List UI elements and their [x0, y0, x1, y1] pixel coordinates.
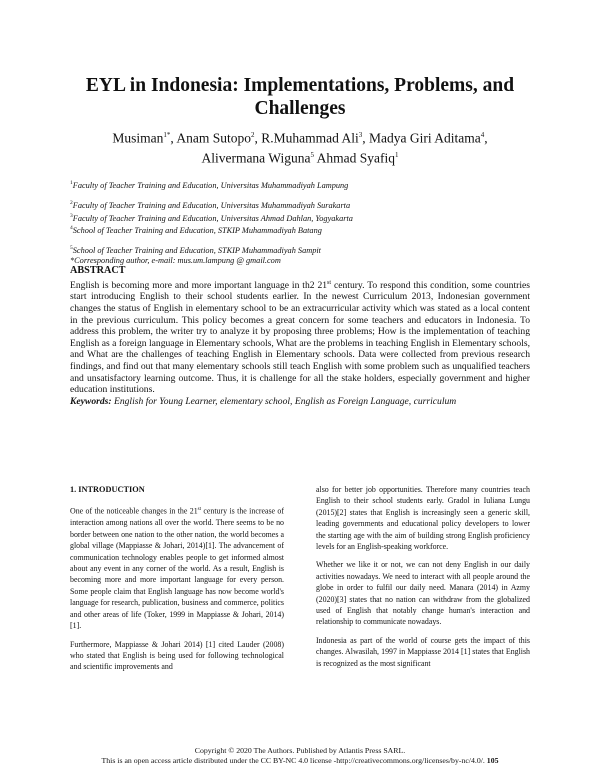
- abstract-section: [70, 265, 530, 407]
- paragraph: [70, 504, 284, 631]
- paragraph: Furthermore, Mappiasse & Johari 2014) [1] cited Lauder (2008) who stated that English is being used for following technological and scientific improvements and: [70, 639, 284, 672]
- corresponding-author: *Corresponding author, e-mail: mus.um.lampung @ gmail.com: [70, 255, 281, 265]
- paragraph: also for better job opportunities. Therefore many countries teach English to their school students early. Gradol in Iuliana Lungu (2015)[2] states that English is increasingly seen a generic skill, leading governments and educational policy developers to lower the starting age with the aim of building strong English proficiency levels for an English-speaking workforce.: [316, 485, 530, 552]
- license-line: [40, 756, 560, 766]
- author-sup: 2: [251, 131, 255, 139]
- author-sep: ,: [170, 130, 177, 146]
- author-name: Madya Giri Aditama: [369, 130, 481, 146]
- column-right: [316, 484, 530, 676]
- copyright-line: Copyright © 2020 The Authors. Published by Atlantis Press SARL.: [194, 746, 406, 755]
- page-footer: [40, 746, 560, 766]
- author-sep: ,: [484, 130, 488, 146]
- author-sep: ,: [254, 130, 262, 146]
- keywords-label: Keywords:: [70, 395, 112, 407]
- affiliation-item: [70, 243, 530, 256]
- affiliation-text: Faculty of Teacher Training and Education, Universitas Muhammadiyah Surakarta: [72, 200, 351, 210]
- author-name: Ahmad Syafiq: [316, 150, 396, 165]
- paragraph-text: century is the increase of interaction among nations all over the world. There seems to be no border between one nation to the other nation, the world becomes a global village (Mappiasse & Johari, 2014)[1]. The advancement of communication technology enables people to get informed almost about any event in any corner of the world. As a result, English is becoming more and more important language for every person. Some people claim that English language has now become world's language for research, publication, business and commerce, politics and other areas of life (Toker, 1999 in Mappiasse & Johari, 2014)[1].: [70, 507, 284, 631]
- affiliation-text: School of Teacher Training and Education, STKIP Muhammadiyah Sampit: [72, 245, 321, 255]
- affiliation-sup: 3: [70, 212, 73, 219]
- affiliation-item: [70, 223, 530, 236]
- license-text: This is an open access article distributed under the CC BY-NC 4.0 license -http://creativecommons.org/licenses/by-nc/4.0/.: [101, 756, 485, 765]
- author-line-1: [60, 127, 540, 147]
- author-sup: 1: [395, 150, 399, 159]
- author-sup: 1*: [163, 131, 171, 139]
- page-number: 105: [486, 756, 499, 765]
- abstract-body: [70, 278, 530, 396]
- affiliation-text: Faculty of Teacher Training and Education, Universitas Muhammadiyah Lampung: [72, 180, 349, 190]
- abstract-heading: ABSTRACT: [70, 265, 126, 276]
- author-name: R.Muhammad Ali: [261, 130, 359, 146]
- affiliation-sup: 1: [70, 180, 73, 186]
- author-sup: 5: [310, 150, 315, 159]
- abstract-text: century. To respond this condition, some countries start introducing English to their school students earlier. In the newest Curriculum 2013, Indonesian government changes the status of English in elementary school to be an extracurricular activity which was stated as a local content in the previous curriculum. This policy becomes a great concern for some teachers and educators in Indonesia. To address this problem, the writer try to analyze it by proposing three problems; How is the implementation of teaching English as a foreign language in Elementary schools, What are the problems in teaching English in Elementary schools, and What are the challenges of teaching English in Elementary schools. Data were collected from previous research findings, and find out that many elementary schools still teach English with some problem such as unqualified teachers and unsatisfactory learning outcome. Thus, it is challenge for all the stake holders, especially government and higher education institutions.: [70, 279, 530, 396]
- affiliation-sup: 4: [70, 225, 73, 232]
- spacer: [70, 236, 530, 243]
- paragraph: Whether we like it or not, we can not deny English in our daily activities nowadays. We need to interact with all people around the globe in order to fulfil our daily need. Manara (2014) in Azmy (2020)[3] states that no nation can withdraw from the globalized used of English that notably change human's interaction and relationship to communicate nowadays.: [316, 560, 530, 627]
- author-sep: ,: [362, 130, 370, 146]
- author-name: Musiman: [112, 130, 164, 146]
- affiliation-text: Faculty of Teacher Training and Education, Universitas Ahmad Dahlan, Yogyakarta: [72, 213, 353, 223]
- paragraph: Indonesia as part of the world of course gets the impact of this changes. Alwasilah, 1997 in Mappiasse 2014 [1] states that English is recognized as the most significant: [316, 635, 530, 668]
- affiliation-item: [70, 211, 530, 224]
- column-left: [70, 484, 284, 680]
- affiliation-text: School of Teacher Training and Education, STKIP Muhammadiyah Batang: [72, 226, 322, 236]
- spacer: [70, 191, 530, 198]
- author-line-2: [60, 147, 540, 167]
- abstract-sup: st: [327, 279, 332, 286]
- affiliation-sup: 2: [70, 199, 73, 206]
- author-sup: 4: [480, 131, 485, 139]
- author-name: Alivermana Wiguna: [201, 150, 311, 165]
- section-heading-introduction: 1. INTRODUCTION: [70, 485, 145, 494]
- paper-title: EYL in Indonesia: Implementations, Problems, and Challenges: [85, 75, 515, 119]
- affiliation-sup: 5: [70, 245, 73, 252]
- keywords-text: English for Young Learner, elementary school, English as Foreign Language, curriculum: [111, 395, 457, 407]
- affiliation-item: [70, 198, 530, 211]
- author-name: Anam Sutopo: [176, 130, 252, 146]
- author-list: [60, 127, 540, 166]
- keywords: [70, 396, 530, 408]
- paragraph-text: One of the noticeable changes in the 21: [70, 507, 198, 517]
- affiliation-list: [70, 178, 530, 266]
- paragraph-sup: st: [197, 507, 202, 513]
- affiliation-item: [70, 178, 530, 191]
- abstract-text: English is becoming more and more important language in th2 21: [70, 279, 328, 291]
- author-sup: 3: [358, 131, 363, 139]
